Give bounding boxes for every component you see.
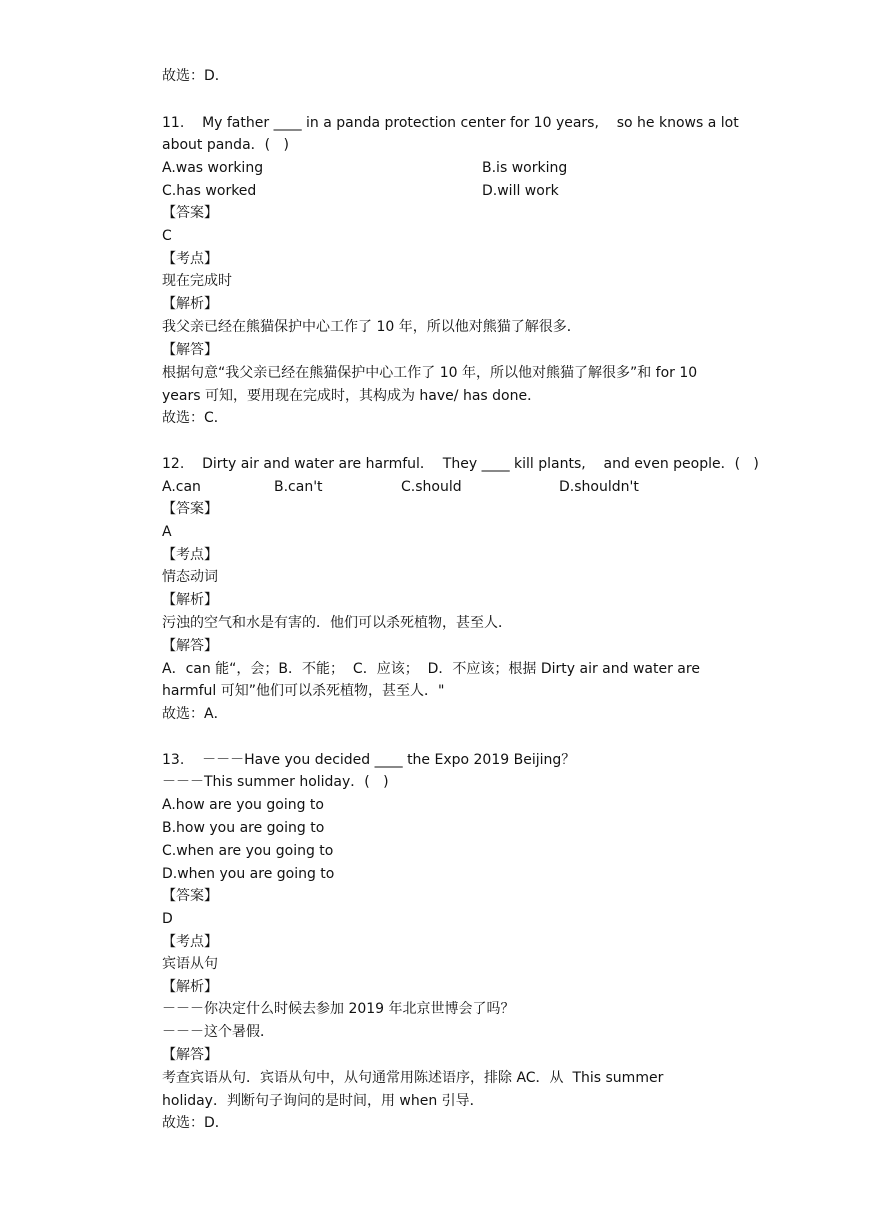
conclusion-line: 故选：D．: [162, 1115, 229, 1131]
option-a: A.how are you going to: [162, 797, 324, 813]
question-stem: －－－This summer holiday．( ): [162, 774, 389, 790]
question-stem: 11. My father ____ in a panda protection center for 10 years, so he knows a lot: [162, 115, 739, 131]
jiexi-label: 【解析】: [162, 592, 218, 608]
option-c: C.has worked: [162, 183, 257, 199]
answer-label: 【答案】: [162, 501, 218, 517]
kaodian-value: 宾语从句: [162, 956, 218, 972]
question-stem: about panda．( ): [162, 137, 289, 153]
option-b: B.is working: [482, 160, 568, 176]
jiexi-text: －－－你决定什么时候去参加 2019 年北京世博会了吗？: [162, 1001, 515, 1017]
jieda-label: 【解答】: [162, 342, 218, 358]
conclusion-line: 故选：D．: [162, 68, 229, 84]
question-stem: 13. －－－Have you decided ____ the Expo 2019 Beijing？: [162, 752, 576, 768]
kaodian-value: 现在完成时: [162, 273, 232, 289]
answer-value: D: [162, 911, 173, 927]
answer-value: C: [162, 228, 172, 244]
option-b: B.how you are going to: [162, 820, 325, 836]
option-b: B.can't: [274, 479, 323, 495]
jiexi-text: 我父亲已经在熊猫保护中心工作了 10 年，所以他对熊猫了解很多．: [162, 319, 581, 335]
jieda-text: years 可知，要用现在完成时，其构成为 have/ has done．: [162, 388, 542, 404]
jieda-text: 考查宾语从句．宾语从句中，从句通常用陈述语序，排除 AC．从 This summer: [162, 1070, 664, 1086]
option-d: D.shouldn't: [559, 479, 639, 495]
jiexi-label: 【解析】: [162, 296, 218, 312]
answer-label: 【答案】: [162, 205, 218, 221]
option-c: C.when are you going to: [162, 843, 334, 859]
kaodian-label: 【考点】: [162, 547, 218, 563]
kaodian-value: 情态动词: [162, 569, 218, 585]
option-a: A.can: [162, 479, 201, 495]
jiexi-text: －－－这个暑假．: [162, 1024, 274, 1040]
option-d: D.will work: [482, 183, 559, 199]
jiexi-text: 污浊的空气和水是有害的．他们可以杀死植物，甚至人．: [162, 615, 512, 631]
jieda-text: harmful 可知”他们可以杀死植物，甚至人．": [162, 683, 445, 699]
answer-value: A: [162, 524, 172, 540]
kaodian-label: 【考点】: [162, 934, 218, 950]
kaodian-label: 【考点】: [162, 251, 218, 267]
option-c: C.should: [401, 479, 462, 495]
answer-label: 【答案】: [162, 888, 218, 904]
jieda-text: 根据句意“我父亲已经在熊猫保护中心工作了 10 年，所以他对熊猫了解很多”和 for 10: [162, 365, 698, 381]
jiexi-label: 【解析】: [162, 979, 218, 995]
question-stem: 12. Dirty air and water are harmful． They ____ kill plants, and even people．( ): [162, 456, 759, 472]
jieda-label: 【解答】: [162, 638, 218, 654]
option-a: A.was working: [162, 160, 264, 176]
option-d: D.when you are going to: [162, 866, 335, 882]
jieda-text: holiday．判断句子询问的是时间，用 when 引导．: [162, 1093, 484, 1109]
jieda-label: 【解答】: [162, 1047, 218, 1063]
conclusion-line: 故选：A．: [162, 706, 228, 722]
conclusion-line: 故选：C．: [162, 410, 228, 426]
jieda-text: A．can 能“，会；B．不能； C．应该； D．不应该；根据 Dirty air and water are: [162, 661, 700, 677]
